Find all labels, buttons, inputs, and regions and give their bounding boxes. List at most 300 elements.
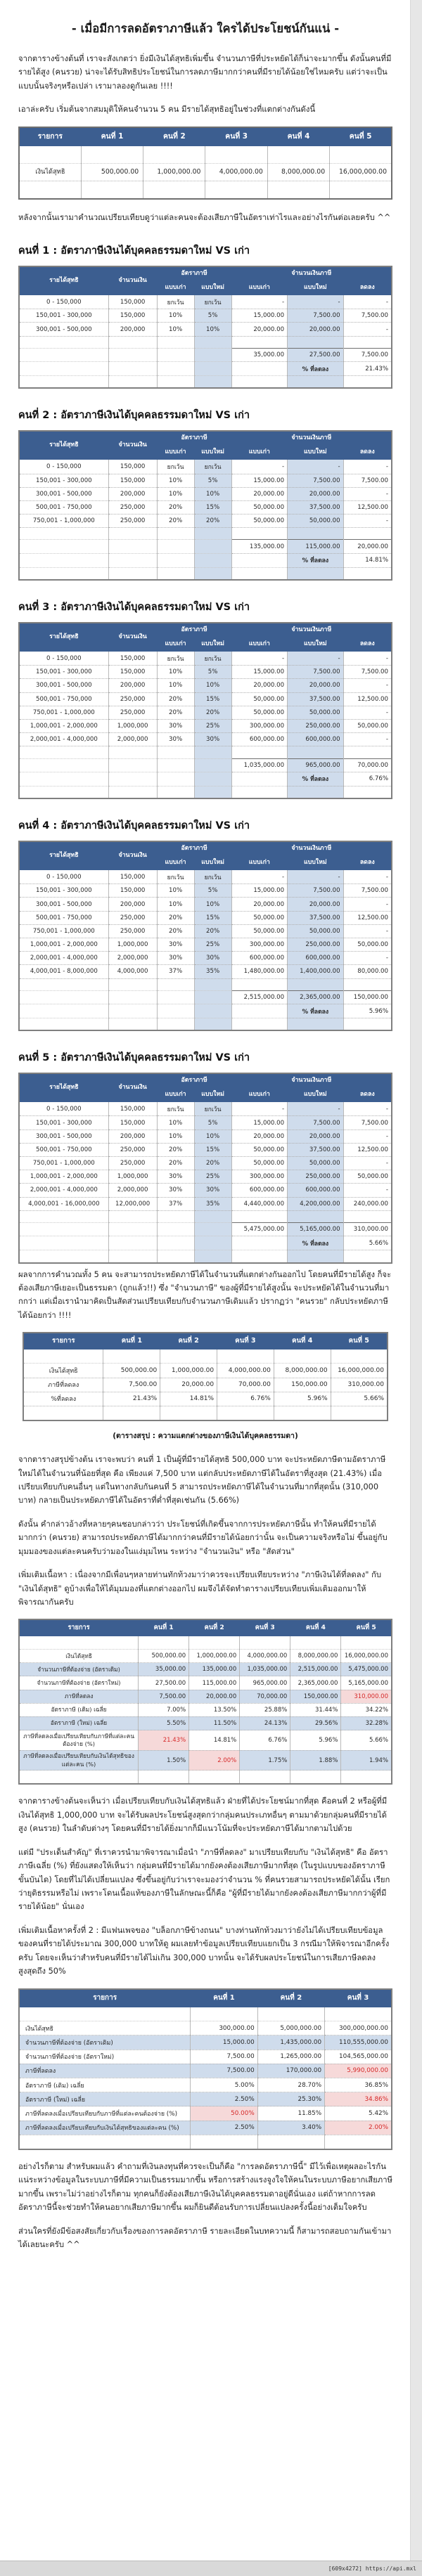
total-cell: 115,000.00 [288,540,344,553]
cell: 25% [194,938,231,951]
table-row [19,666,392,679]
total-cell: 2,515,000.00 [231,990,288,1004]
cell: 5,990,000.00 [325,2064,392,2078]
table-row [19,965,392,978]
cell [343,1250,392,1263]
cell [108,553,157,567]
row-label: ภาษีที่ลดลง [23,1378,103,1392]
section-title-person1: คนที่ 1 : อัตราภาษีเงินได้บุคคลธรรมดาใหม่ VS เก่า [18,245,250,257]
cell [194,990,231,1004]
table-header-row [19,623,392,637]
cell: 250,000 [108,692,157,706]
cell [194,1222,231,1236]
cell: - [343,1184,392,1197]
cell: 4,000,000.00 [217,1364,274,1378]
cell: 200,000 [108,487,157,500]
cell: 2,000,001 - 4,000,000 [19,1184,108,1197]
cell: 2.50% [191,2121,257,2135]
col-header-rate-old: แบบเก่า [157,1088,194,1102]
cell: 4,000,000 [108,965,157,978]
final-table-wrap [18,1988,392,2150]
cell: 1,480,000.00 [231,965,288,978]
cell [288,528,344,540]
row-label: ภาษีที่ลดลงเมื่อเปรียบเทียบกับภาษีที่แต่ละคนต้องจ่าย (%) [19,1730,139,1751]
cell: 10% [194,1130,231,1143]
cell: 4,000,000.00 [240,1650,290,1663]
cell: 5% [194,884,231,898]
row-label: จำนวนภาษีที่ต้องจ่าย (อัตราเดิม) [19,2035,191,2050]
col-header-amount: จำนวนเงิน [108,266,157,295]
table-row [19,295,392,309]
table-total-row [19,1222,392,1236]
cell [108,348,157,361]
person1-table-wrap [18,266,392,389]
cell [157,1236,194,1250]
table-row [19,733,392,746]
col-header-rate-new: แบบใหม่ [194,446,231,460]
col-header-rate-group: อัตราภาษี [157,266,231,280]
cell: 600,000.00 [231,952,288,965]
cell: 200,000 [108,679,157,692]
cell [108,336,157,348]
cell: 20,000.00 [231,323,288,336]
cell: 1,265,000.00 [257,2050,324,2064]
table-row [19,2050,392,2064]
table-spacer-row [19,181,392,199]
cell: 20,000.00 [288,898,344,911]
cell: 0 - 150,000 [19,1102,108,1116]
cell [157,1250,194,1263]
total-cell: 1,035,000.00 [231,758,288,772]
col-header-3: คนที่ 3 [325,1989,392,2007]
cell [19,553,108,567]
table-row [19,884,392,898]
col-header-2: คนที่ 2 [160,1333,217,1349]
cell: 2,365,000.00 [290,1676,341,1690]
col-header-income: รายได้สุทธิ [19,841,108,869]
cell: - [288,870,344,884]
cell: 15,000.00 [231,1116,288,1130]
cell [108,1222,157,1236]
intro-paragraph-3: หลังจากนั้นเรามาคำนวณเปรียบเทียบดูว่าแต่ละคนจะต้องเสียภาษีในอัตราเท่าไรและอย่างไรกันต่อเลยครับ ^^ [18,212,391,222]
table-row [19,1690,392,1703]
cell [194,336,231,348]
cell: 28.70% [257,2078,324,2092]
cell [231,1236,288,1250]
cell [194,746,231,758]
cell: 20% [157,1143,194,1156]
cell: 20% [157,692,194,706]
cell: 750,001 - 1,000,000 [19,514,108,528]
cell: - [343,924,392,938]
row-label: อัตราภาษี (เดิม) เฉลี่ย [19,2078,191,2092]
cell [194,362,231,376]
cell [274,1406,331,1420]
person4-body [19,870,392,1031]
cell: 250,000.00 [288,938,344,951]
cell: 1,000,001 - 2,000,000 [19,1170,108,1184]
section-title-person4: คนที่ 4 : อัตราภาษีเงินได้บุคคลธรรมดาใหม่ VS เก่า [18,820,250,832]
cell [19,1222,108,1236]
cell: 1,435,000.00 [257,2035,324,2050]
cell [108,772,157,786]
col-header-3: คนที่ 3 [217,1333,274,1349]
cell: 30% [194,952,231,965]
cell: 11.50% [189,1716,240,1730]
table-percent-row [19,362,392,376]
cell: 12,500.00 [343,1143,392,1156]
cell [19,567,108,580]
cell [19,758,108,772]
cell [288,786,344,798]
cell: 7,500.00 [343,309,392,323]
cell [19,528,108,540]
cell [23,1350,103,1364]
cell [231,1018,288,1031]
cell: 6.76% [240,1730,290,1751]
col-header-4: คนที่ 4 [274,1333,331,1349]
table-body [19,1636,392,1784]
cell [343,528,392,540]
person4-bracket-table [18,841,392,1031]
cell: 750,001 - 1,000,000 [19,924,108,938]
cell: 5% [194,1116,231,1130]
cell: 37,500.00 [288,1143,344,1156]
cell: 12,500.00 [343,692,392,706]
cell [108,362,157,376]
col-header-tax-group: จำนวนเงินภาษี [231,841,392,855]
cell: 250,000.00 [288,719,344,732]
row-label: เงินได้สุทธิ [23,1364,103,1378]
table-header-row [19,266,392,280]
cell: 200,000 [108,323,157,336]
cell: 10% [194,487,231,500]
cell [194,1004,231,1018]
person5-table-wrap [18,1073,392,1263]
table-row [19,2092,392,2106]
cell: 0 - 150,000 [19,652,108,666]
cell: 25% [194,1170,231,1184]
cell: ยกเว้น [157,460,194,474]
col-header-tax-new: แบบใหม่ [288,281,344,295]
table-head [19,1619,392,1636]
cell [290,1771,341,1785]
cell [19,786,108,798]
cell [240,1771,290,1785]
cell: 25.30% [257,2092,324,2106]
cell: 5% [194,309,231,323]
cell: 20% [194,1157,231,1170]
cell: 37% [157,965,194,978]
cell: 15,000.00 [231,884,288,898]
percent-reduced-value: 5.66% [343,1236,392,1250]
person4-table-wrap [18,841,392,1031]
wide-paragraph-1: จากตารางข้างต้นจะเห็นว่า เมื่อเปรียบเทียบกับเงินได้สุทธิแล้ว ฝ่ายที่ได้ประโยชน์มากที่สุด คือคนที่ 2 หรือผู้ที่มีเงินได้สุทธิ 1,000,000 บาท จะได้รับผลประโยชน์สูงสุดกว่ากลุ่มคนประเภทอื่นๆ ตามมาด้วยกลุ่มคนที่มีรายได้สูง (คนรวย) ในลำดับต่างๆ โดยคนที่มีรายได้ยิ่งมากก็มีแนวโน้มที่จะประหยัดภาษีได้มากตามไปด้วย [18,1797,388,1834]
table-row [19,1676,392,1690]
cell: - [343,870,392,884]
col-header-decrease: ลดลง [343,856,392,870]
cell: 150,000 [108,666,157,679]
table-header-row [19,1989,392,2007]
table-spacer-row [19,528,392,540]
bracket-head [19,623,392,651]
col-header-rate-old: แบบเก่า [157,856,194,870]
cell: 4,000,000.00 [205,163,267,181]
person2-bracket-table [18,430,392,581]
cell: ยกเว้น [194,1102,231,1116]
cell: 15% [194,500,231,514]
col-header-tax-new: แบบใหม่ [288,856,344,870]
table-row [19,2106,392,2121]
cell [231,567,288,580]
cell: 16,000,000.00 [330,163,392,181]
cell [191,2135,257,2149]
cell: 150,000.00 [274,1378,331,1392]
cell: - [343,652,392,666]
cell: - [343,1102,392,1116]
col-header-tax-old: แบบเก่า [231,856,288,870]
col-header-2: คนที่ 2 [189,1619,240,1636]
cell: 250,000 [108,500,157,514]
col-header-tax-group: จำนวนเงินภาษี [231,623,392,637]
table-percent-row [19,553,392,567]
cell: 30% [157,1170,194,1184]
col-header-person-1: คนที่ 1 [81,127,143,146]
cell [194,376,231,389]
cell: 24.13% [240,1716,290,1730]
col-header-0: รายการ [19,1619,139,1636]
addendum2-paragraph-1: เพิ่มเติมเนื้อหาครั้งที่ 2 : มีแฟนเพจของ "บล็อกภาษีข้างถนน" บางท่านทักท้วงมาว่ายังไม่ได้เปรียบเทียบข้อมูลของคนที่รายได้ประมาณ 300,000 บาทให้ดู ผมเลยทำข้อมูลเปรียบเทียบแยกเป็น 3 กรณีมาให้พิจารณาอีกครั้งครับ โดยจะเห็นว่าสำหรับคนที่มีรายได้ไม่เกิน 300,000 บาทนั้น จะได้รับผลประโยชน์ในการเสียภาษีลดลงสูงสุดถึง 50% [18,1925,390,1976]
cell: 150,001 - 300,000 [19,309,108,323]
cell [19,1004,108,1018]
cell: - [343,1157,392,1170]
cell: 50.00% [191,2106,257,2121]
bracket-head [19,1073,392,1101]
cell [189,1636,240,1649]
table-body [23,1350,388,1420]
table-spacer-row [19,1250,392,1263]
cell: 5,000,000.00 [257,2021,324,2035]
cell: 0 - 150,000 [19,870,108,884]
cell: ยกเว้น [157,652,194,666]
percent-reduced-value: 14.81% [343,553,392,567]
cell [231,336,288,348]
cell [288,1210,344,1222]
cell: 5,475,000.00 [341,1663,392,1676]
row-label: ภาษีที่ลดลง [19,2064,191,2078]
cell [288,376,344,389]
cell: 150,001 - 300,000 [19,666,108,679]
cell [19,978,108,990]
table-percent-row [19,1236,392,1250]
section-title-person3: คนที่ 3 : อัตราภาษีเงินได้บุคคลธรรมดาใหม่ VS เก่า [18,602,250,614]
cell: 20% [157,514,194,528]
cell: 600,000.00 [231,733,288,746]
table-row [19,1750,392,1771]
person3-table-wrap [18,622,392,799]
row-label: ภาษีที่ลดลง [19,1690,139,1703]
cell [189,1771,240,1785]
cell: 10% [157,474,194,487]
table-row [19,898,392,911]
cell: 500,000.00 [103,1364,160,1378]
total-cell: 5,475,000.00 [231,1222,288,1236]
col-header-person-2: คนที่ 2 [143,127,205,146]
col-header-income: รายได้สุทธิ [19,1073,108,1101]
cell: 37,500.00 [288,500,344,514]
col-header-decrease: ลดลง [343,446,392,460]
person1-bracket-table [18,266,392,389]
col-header-tax-old: แบบเก่า [231,446,288,460]
bracket-head [19,266,392,295]
cell: 20% [194,514,231,528]
col-header-tax-group: จำนวนเงินภาษี [231,431,392,445]
cell [108,528,157,540]
cell: - [343,295,392,309]
cell: 10% [194,323,231,336]
cell [194,540,231,553]
cell: - [343,679,392,692]
table-header-row [19,841,392,855]
cell: 12,500.00 [343,500,392,514]
table-row [19,2035,392,2050]
col-header-person-5: คนที่ 5 [330,127,392,146]
cell: 150,000 [108,295,157,309]
table-row [19,719,392,732]
cell [157,567,194,580]
cell: 5.42% [325,2106,392,2121]
cell [217,1406,274,1420]
cell: 35% [194,965,231,978]
table-row [19,1102,392,1116]
cell: 150,000 [108,1102,157,1116]
cell: 250,000 [108,706,157,719]
cell: 25.88% [240,1703,290,1716]
cell: 150,000 [108,309,157,323]
col-header-tax-old: แบบเก่า [231,281,288,295]
percent-reduced-label: % ที่ลดลง [288,1236,344,1250]
col-header-rate-new: แบบใหม่ [194,1088,231,1102]
cell [160,1350,217,1364]
col-header-4: คนที่ 4 [290,1619,341,1636]
cell [194,1250,231,1263]
cell: 50,000.00 [288,924,344,938]
cell: 600,000.00 [231,1184,288,1197]
cell: 7,500.00 [191,2064,257,2078]
cell: 135,000.00 [189,1663,240,1676]
cell: 1,000,000.00 [143,163,205,181]
cell: 7,500.00 [191,2050,257,2064]
cell: 20% [194,706,231,719]
col-header-5: คนที่ 5 [331,1333,388,1349]
cell [19,1771,139,1785]
cell: 50,000.00 [288,706,344,719]
cell: 2,000,000 [108,952,157,965]
cell: 5.66% [341,1730,392,1751]
cell: 500,001 - 750,000 [19,500,108,514]
cell [231,376,288,389]
cell [157,746,194,758]
cell: 240,000.00 [343,1197,392,1210]
table-header-row [19,431,392,445]
cell [325,2135,392,2149]
cell [108,1236,157,1250]
cell: ยกเว้น [157,1102,194,1116]
cell [331,1350,388,1364]
cell: 15,000.00 [231,666,288,679]
col-header-5: คนที่ 5 [341,1619,392,1636]
cell: 29.56% [290,1716,341,1730]
table-row [19,487,392,500]
row-label: อัตราภาษี (ใหม่) เฉลี่ย [19,1716,139,1730]
cell [290,1636,341,1649]
cell [19,1250,108,1263]
col-header-tax-new: แบบใหม่ [288,1088,344,1102]
table-row [19,2121,392,2135]
table-row [19,952,392,965]
table-row [19,1197,392,1210]
cell: 500,000.00 [139,1650,189,1663]
cell: 600,000.00 [288,952,344,965]
table-percent-row [19,1004,392,1018]
table-row [19,2021,392,2035]
cell: 7,500.00 [288,309,344,323]
table-row [19,2078,392,2092]
cell [194,528,231,540]
cell: 250,000 [108,1143,157,1156]
cell [19,2135,191,2149]
cell: ยกเว้น [194,870,231,884]
cell: 965,000.00 [240,1676,290,1690]
table-row [19,500,392,514]
wide-table-wrap [18,1619,392,1785]
cell: 2.00% [325,2121,392,2135]
cell: 7,500.00 [343,1116,392,1130]
cell: 10% [194,898,231,911]
table-row [23,1364,388,1378]
table-row [19,2064,392,2078]
col-header-income: รายได้สุทธิ [19,623,108,651]
total-cell: 70,000.00 [343,758,392,772]
cell [19,348,108,361]
cell [139,1771,189,1785]
cell [231,746,288,758]
cell: 50,000.00 [231,1157,288,1170]
person1-body [19,295,392,389]
col-header-rate-old: แบบเก่า [157,637,194,652]
cell [194,772,231,786]
cell: 15% [194,911,231,924]
row-label: จำนวนภาษีที่ต้องจ่าย (อัตราใหม่) [19,2050,191,2064]
table-row [19,870,392,884]
cell: 50,000.00 [343,938,392,951]
cell [343,336,392,348]
cell: 16,000,000.00 [341,1650,392,1663]
cell [157,978,194,990]
cell [288,1018,344,1031]
cell: 1,000,000.00 [160,1364,217,1378]
cell [108,540,157,553]
cell: 750,001 - 1,000,000 [19,1157,108,1170]
cell [108,1250,157,1263]
cell: 20,000.00 [231,679,288,692]
cell: - [343,323,392,336]
table-row [19,460,392,474]
cell: 110,555,000.00 [325,2035,392,2050]
cell: 20,000.00 [288,679,344,692]
total-cell: 7,500.00 [343,348,392,361]
cell: 1,000,000.00 [189,1650,240,1663]
